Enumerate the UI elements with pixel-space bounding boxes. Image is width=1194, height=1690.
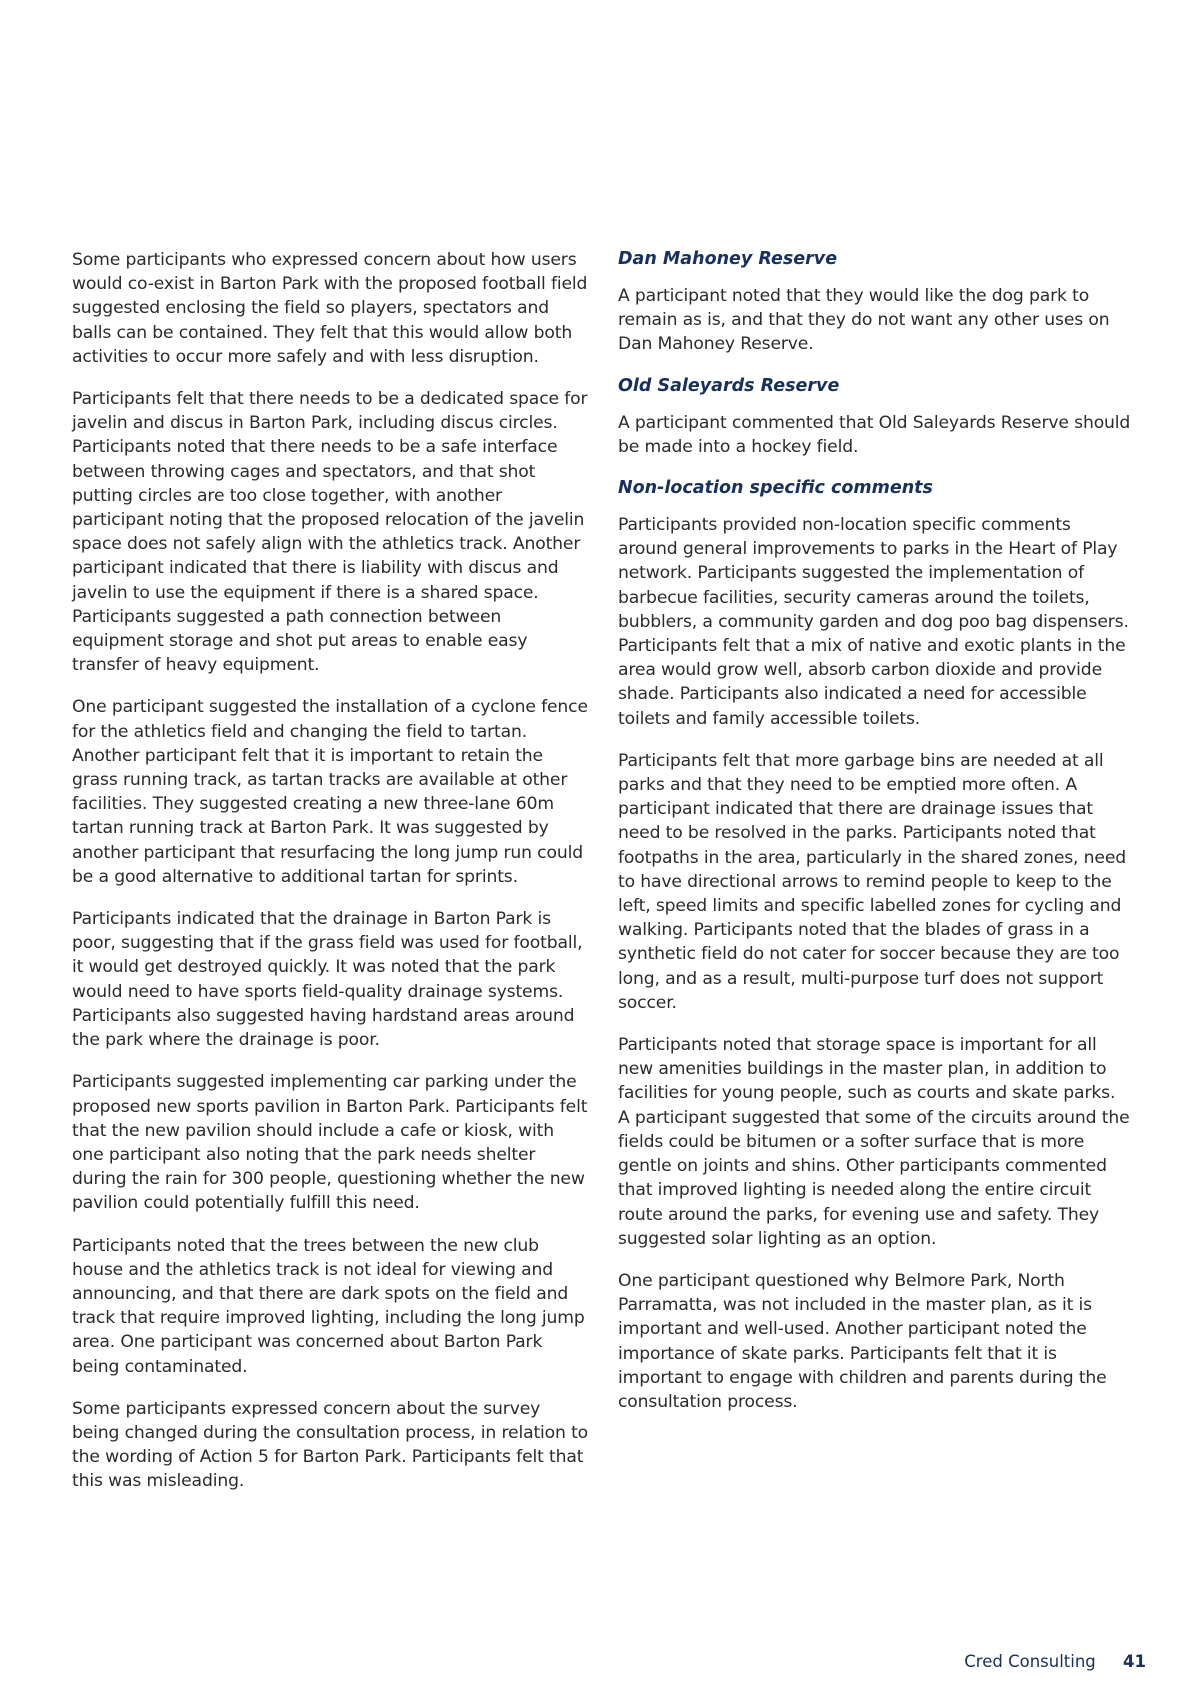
paragraph: Participants noted that storage space is important for all new amenities buildings in the master plan, in addition to facilities for young people, such as courts and skate parks. A participant suggested that some of the circuits around the fields could be bitumen or a softer surface that is more gentle on joints and shins. Other participants commented that improved lighting is needed along the entire circuit route around the parks, for evening use and safety. They suggested solar lighting as an option.: [618, 1035, 1130, 1249]
paragraph: A participant noted that they would like the dog park to remain as is, and that they do not want any other uses on Dan Mahoney Reserve.: [618, 286, 1110, 355]
paragraph: Some participants expressed concern about the survey being changed during the consultation process, in relation to the wording of Action 5 for Barton Park. Participants felt that this was misleading.: [72, 1398, 589, 1492]
paragraph: Participants noted that the trees between the new club house and the athletics track is not ideal for viewing and announcing, and that there are dark spots on the field and track that require improved lighting, including the long jump area. One participant was concerned about Barton Park being contaminated.: [72, 1235, 585, 1377]
section-dan-mahoney-reserve: [618, 248, 1132, 357]
section-old-saleyards-reserve: [618, 375, 1132, 459]
left-column: [72, 248, 590, 1512]
section-heading: Non-location specific comments: [618, 478, 933, 499]
paragraph: Participants indicated that the drainage in Barton Park is poor, suggesting that if the grass field was used for football, it would get destroyed quickly. It was noted that the park would need to have sports field-quality drainage systems. Participants also suggested having hardstand areas around the park where the drainage is poor.: [72, 909, 583, 1051]
paragraph: Participants felt that there needs to be a dedicated space for javelin and discus in Barton Park, including discus circles. Participants noted that there needs to be a safe interface between throwing cages and spectators, and that shot putting circles are too close together, with another participant noting that the proposed relocation of the javelin space does not safely align with the athletics track. Another participant indicated that there is liability with discus and javelin to use the equipment if there is a shared space. Participants suggested a path connection between equipment storage and shot put areas to enable easy transfer of heavy equipment.: [72, 389, 588, 676]
footer-organisation: Cred Consulting: [964, 1652, 1096, 1671]
paragraph: Some participants who expressed concern about how users would co-exist in Barton Park with the proposed football field suggested enclosing the field so players, spectators and balls can be contained. They felt that this would allow both activities to occur more safely and with less disruption.: [72, 250, 588, 367]
paragraph: A participant commented that Old Saleyards Reserve should be made into a hockey field.: [618, 412, 1131, 457]
paragraph: Participants provided non-location specific comments around general improvements to parks in the Heart of Play network. Participants suggested the implementation of barbecue facilities, security cameras around the toilets, bubblers, a community garden and dog poo bag dispensers. Participants felt that a mix of native and exotic plants in the area would grow well, absorb carbon dioxide and provide shade. Participants also indicated a need for accessible toilets and family accessible toilets.: [618, 515, 1129, 729]
right-column: [618, 248, 1132, 1432]
paragraph: One participant suggested the installation of a cyclone fence for the athletics field and changing the field to tartan. Another participant felt that it is important to retain the grass running track, as tartan tracks are available at other facilities. They suggested creating a new three-lane 60m tartan running track at Barton Park. It was suggested by another participant that resurfacing the long jump run could be a good alternative to additional tartan for sprints.: [72, 697, 588, 887]
page-footer: [964, 1652, 1146, 1671]
paragraph: Participants felt that more garbage bins are needed at all parks and that they need to be emptied more often. A participant indicated that there are drainage issues that need to be resolved in the parks. Participants noted that footpaths in the area, particularly in the shared zones, need to have directional arrows to remind people to keep to the left, speed limits and specific labelled zones for cycling and walking. Participants noted that the blades of grass in a synthetic field do not cater for soccer because they are too long, and as a result, multi-purpose turf does not support soccer.: [618, 750, 1127, 1013]
section-heading: Dan Mahoney Reserve: [618, 249, 838, 269]
section-non-location-specific: [618, 477, 1132, 1414]
section-heading: Old Saleyards Reserve: [618, 375, 840, 396]
paragraph: One participant questioned why Belmore Park, North Parramatta, was not included in the master plan, as it is important and well-used. Another participant noted the importance of skate parks. Participants felt that it is important to engage with children and parents during the consultation process.: [618, 1270, 1107, 1412]
paragraph: Participants suggested implementing car parking under the proposed new sports pavilion in Barton Park. Participants felt that the new pavilion should include a cafe or kiosk, with one participant also noting that the park needs shelter during the rain for 300 people, questioning whether the new pavilion could potentially fulfill this need.: [72, 1072, 588, 1214]
page-number: 41: [1123, 1652, 1146, 1671]
